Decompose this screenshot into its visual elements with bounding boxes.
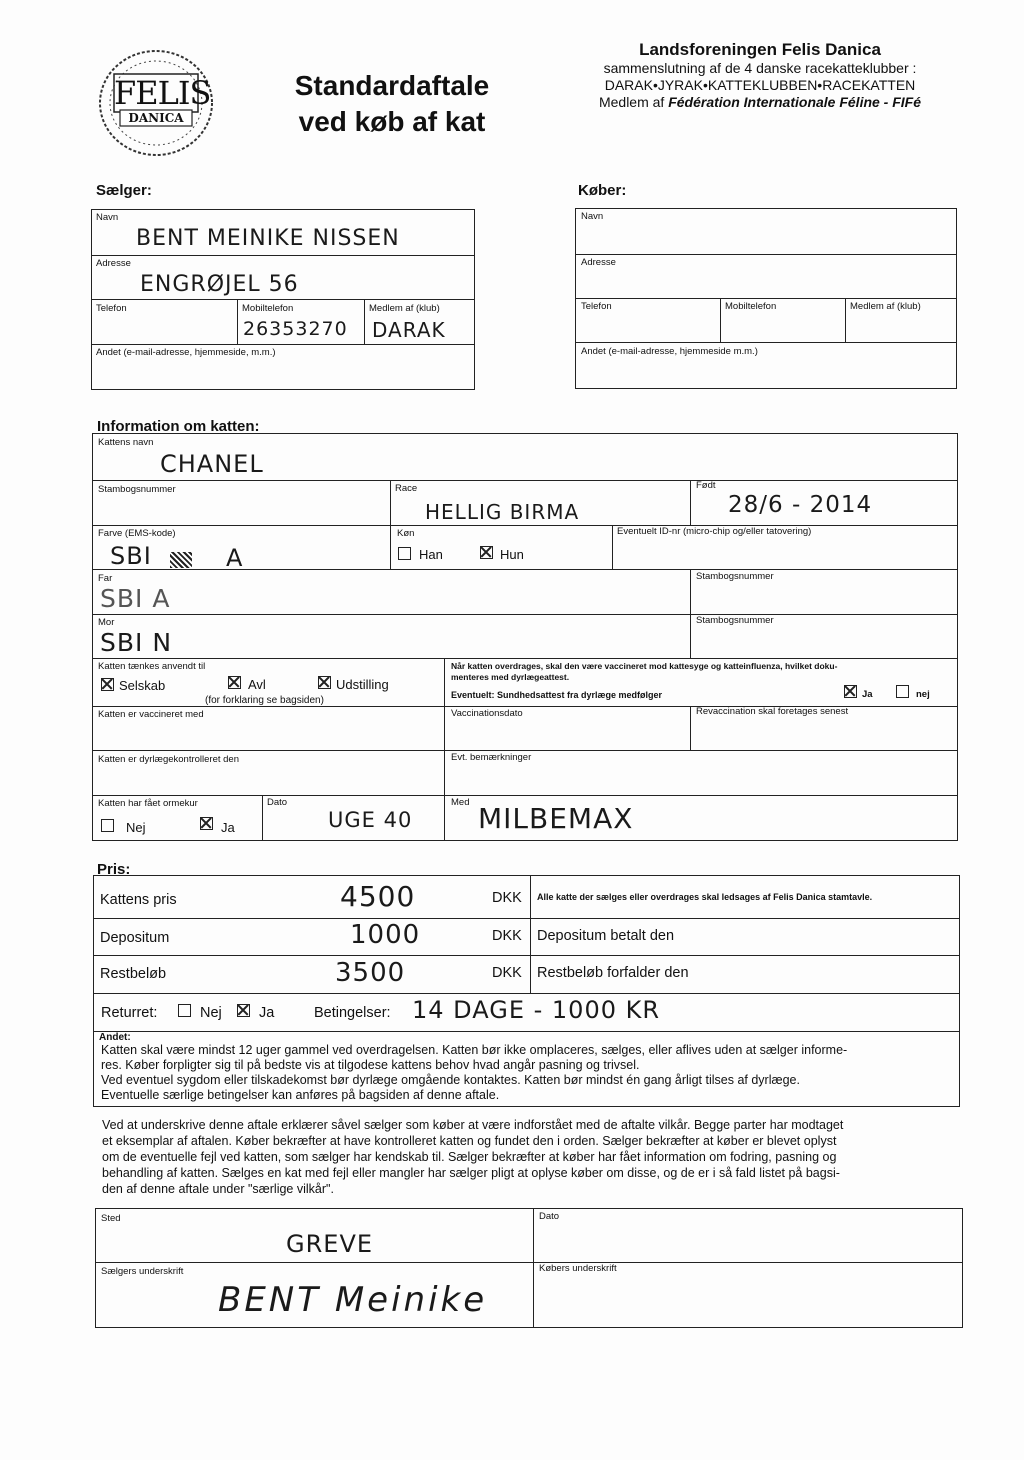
health-cert-yes-checkbox[interactable] [844,685,857,698]
org-name: Landsforeningen Felis Danica [639,40,881,59]
health-cert-yes-label: Ja [862,689,873,700]
sign-date-label: Dato [539,1211,560,1222]
return-no-label: Nej [200,1005,222,1021]
rest-due-label: Restbeløb forfalder den [537,965,689,981]
sex-male-checkbox[interactable] [398,547,411,560]
use-udstilling-checkbox[interactable] [318,676,331,689]
conditions-value[interactable]: 14 DAGE - 1000 KR [412,996,661,1024]
deworm-no-label: Nej [126,820,146,835]
org-line-4-prefix: Medlem af [598,94,669,110]
other-line-3: Ved eventuel sygdom eller tilskadekomst bør dyrlæge omgående kontaktes. Katten bør mindst én gang årligt tilses af dyrlæge. [101,1073,800,1087]
cat-color-crossed-out [170,552,192,568]
buyer-mobile-label: Mobiltelefon [725,301,777,312]
cat-father-value[interactable]: SBI A [100,584,171,613]
deworm-date-value[interactable]: UGE 40 [328,808,413,832]
cat-born-label: Født [696,480,716,491]
buyer-member-label: Medlem af (klub) [850,301,921,312]
agreement-line-3: om de eventuelle fejl ved katten, som sælger har kendskab til. Sælger bekræfter at køber har fået information om fodring, pasning og [102,1150,837,1164]
org-line-4-emph: Fédération Internationale Féline - FIFé [668,94,922,110]
rest-value[interactable]: 3500 [335,958,406,988]
seller-mobile-value[interactable]: 26353270 [243,318,348,340]
seller-signature-value[interactable]: BENT Meinike [218,1280,488,1320]
other-line-4: Eventuelle særlige betingelser kan anføres på bagsiden af denne aftale. [101,1088,500,1102]
agreement-text [102,1117,962,1197]
rest-label: Restbeløb [100,966,167,982]
cat-price-value[interactable]: 4500 [340,880,416,913]
rest-currency: DKK [492,965,522,981]
buyer-heading: Køber: [578,182,627,199]
deworm-date-label: Dato [267,797,288,808]
deworm-yes-label: Ja [221,820,235,835]
seller-name-label: Navn [96,212,119,223]
org-info [560,40,960,111]
cat-sex-label: Køn [397,528,415,539]
cat-name-value[interactable]: CHANEL [160,450,264,478]
deworm-no-checkbox[interactable] [101,819,114,832]
agreement-line-4: behandling af katten. Sælges en kat med fejl eller mangler har sælger pligt at oplyse køber om disse, og de er i så fald listet på bagsi- [102,1166,840,1180]
return-yes-checkbox[interactable] [237,1004,250,1017]
seller-phone-label: Telefon [96,303,127,314]
buyer-name-label: Navn [581,211,604,222]
deposit-currency: DKK [492,928,522,944]
use-avl-checkbox[interactable] [228,676,241,689]
buyer-signature-label: Købers underskrift [539,1263,617,1274]
place-label: Sted [101,1213,121,1224]
vaccination-notice: Når katten overdrages, skal den være vaccineret mod kattesyge og katteinfluenza, hvilket doku- [451,661,838,671]
cat-race-value[interactable]: HELLIG BIRMA [425,500,580,524]
other-line-2: res. Køber forpligter sig til på bedste vis at tilgodese kattens behov hvad angår pasning og trivsel. [101,1058,640,1072]
buyer-phone-label: Telefon [581,301,612,312]
cat-id-label: Eventuelt ID-nr (micro-chip og/eller tatovering) [617,526,812,537]
use-selskab-label: Selskab [119,678,166,693]
logo [96,48,216,158]
cat-born-value[interactable]: 28/6 - 2014 [728,492,873,518]
deworm-label: Katten har fået ormekur [98,798,198,809]
vaccination-date-label: Vaccinationsdato [451,708,523,719]
sex-female-checkbox[interactable] [480,546,493,559]
deposit-label: Depositum [100,930,170,946]
page-title [262,68,522,140]
agreement-line-1: Ved at underskrive denne aftale erklærer såvel sælger som køber at være indforstået med de aftalte vilkår. Begge parter har modtaget [102,1118,844,1132]
seller-mobile-label: Mobiltelefon [242,303,294,314]
deposit-paid-label: Depositum betalt den [537,928,675,944]
seller-member-value[interactable]: DARAK [372,318,446,342]
seller-member-label: Medlem af (klub) [369,303,440,314]
revaccination-label: Revaccination skal foretages senest [696,706,849,717]
cat-mother-label: Mor [98,617,115,628]
logo-text-top: FELIS [114,74,211,112]
conditions-label: Betingelser: [314,1005,391,1021]
title-line-1: Standardaftale [294,70,490,101]
seller-address-label: Adresse [96,258,131,269]
vaccinated-with-label: Katten er vaccineret med [98,709,204,720]
org-line-3: DARAK•JYRAK•KATTEKLUBBEN•RACEKATTEN [604,77,916,93]
return-label: Returret: [101,1005,158,1021]
health-cert-no-label: nej [916,689,930,700]
buyer-other-label: Andet (e-mail-adresse, hjemmeside m.m.) [581,346,758,357]
logo-text-bottom: DANICA [128,111,184,125]
other-label: Andet: [99,1032,131,1043]
cat-race-label: Race [395,483,418,494]
price-heading: Pris: [97,861,131,878]
agreement-line-5: den af denne aftale under "særlige vilkår". [102,1182,334,1196]
use-note: (for forklaring se bagsiden) [205,695,324,706]
deworm-with-value[interactable]: MILBEMAX [478,802,634,835]
cat-father-label: Far [98,573,113,584]
other-line-1: Katten skal være mindst 12 uger gammel ved overdragelsen. Katten bør ikke omplaceres, sælges, eller aflives uden at sælger informe- [101,1043,848,1057]
return-no-checkbox[interactable] [178,1004,191,1017]
remarks-label: Evt. bemærkninger [451,752,532,763]
pedigree-note: Alle katte der sælges eller overdrages skal ledsages af Felis Danica stamtavle. [537,892,873,902]
use-avl-label: Avl [248,677,266,692]
org-line-2: sammenslutning af de 4 danske racekatteklubber : [603,60,917,76]
cat-mother-pedigree-label: Stambogsnummer [696,615,774,626]
cat-name-label: Kattens navn [98,437,154,448]
cat-color-value-a[interactable]: SBI [110,542,152,570]
use-udstilling-label: Udstilling [336,677,389,692]
cat-price-label: Kattens pris [100,892,177,908]
org-line-4 [560,94,960,111]
cat-color-label: Farve (EMS-kode) [98,528,176,539]
sex-male-label: Han [419,547,443,562]
buyer-address-label: Adresse [581,257,616,268]
seller-heading: Sælger: [96,182,152,199]
cat-mother-value[interactable]: SBI N [100,628,173,657]
other-text [101,1043,956,1103]
seller-signature-label: Sælgers underskrift [101,1266,184,1277]
intended-use-label: Katten tænkes anvendt til [98,661,206,672]
cat-heading: Information om katten: [97,418,260,435]
health-cert-label: Eventuelt: Sundhedsattest fra dyrlæge medfølger [451,690,663,700]
place-value[interactable]: GREVE [286,1230,374,1258]
deworm-with-label: Med [451,797,470,808]
cat-price-currency: DKK [492,890,522,906]
use-selskab-checkbox[interactable] [101,678,114,691]
deworm-yes-checkbox[interactable] [200,817,213,830]
vaccination-notice-2: menteres med dyrlægeattest. [451,672,570,682]
health-cert-no-checkbox[interactable] [896,685,909,698]
cat-father-pedigree-label: Stambogsnummer [696,571,774,582]
agreement-line-2: et eksemplar af aftalen. Køber bekræfter at have kontrolleret katten og fundet den i orden. Sælger bekræfter at køber er blevet oplyst [102,1134,837,1148]
deposit-value[interactable]: 1000 [350,920,421,950]
cat-color-value-b[interactable]: A [226,544,244,572]
title-line-2: ved køb af kat [298,106,486,137]
return-yes-label: Ja [259,1005,275,1021]
seller-other-label: Andet (e-mail-adresse, hjemmeside, m.m.) [96,347,276,358]
vet-checked-label: Katten er dyrlægekontrolleret den [98,754,239,765]
sex-female-label: Hun [500,547,524,562]
seller-name-value[interactable]: BENT MEINIKE NISSEN [136,226,400,251]
seller-address-value[interactable]: ENGRØJEL 56 [140,272,299,297]
cat-pedigree-label: Stambogsnummer [98,484,176,495]
